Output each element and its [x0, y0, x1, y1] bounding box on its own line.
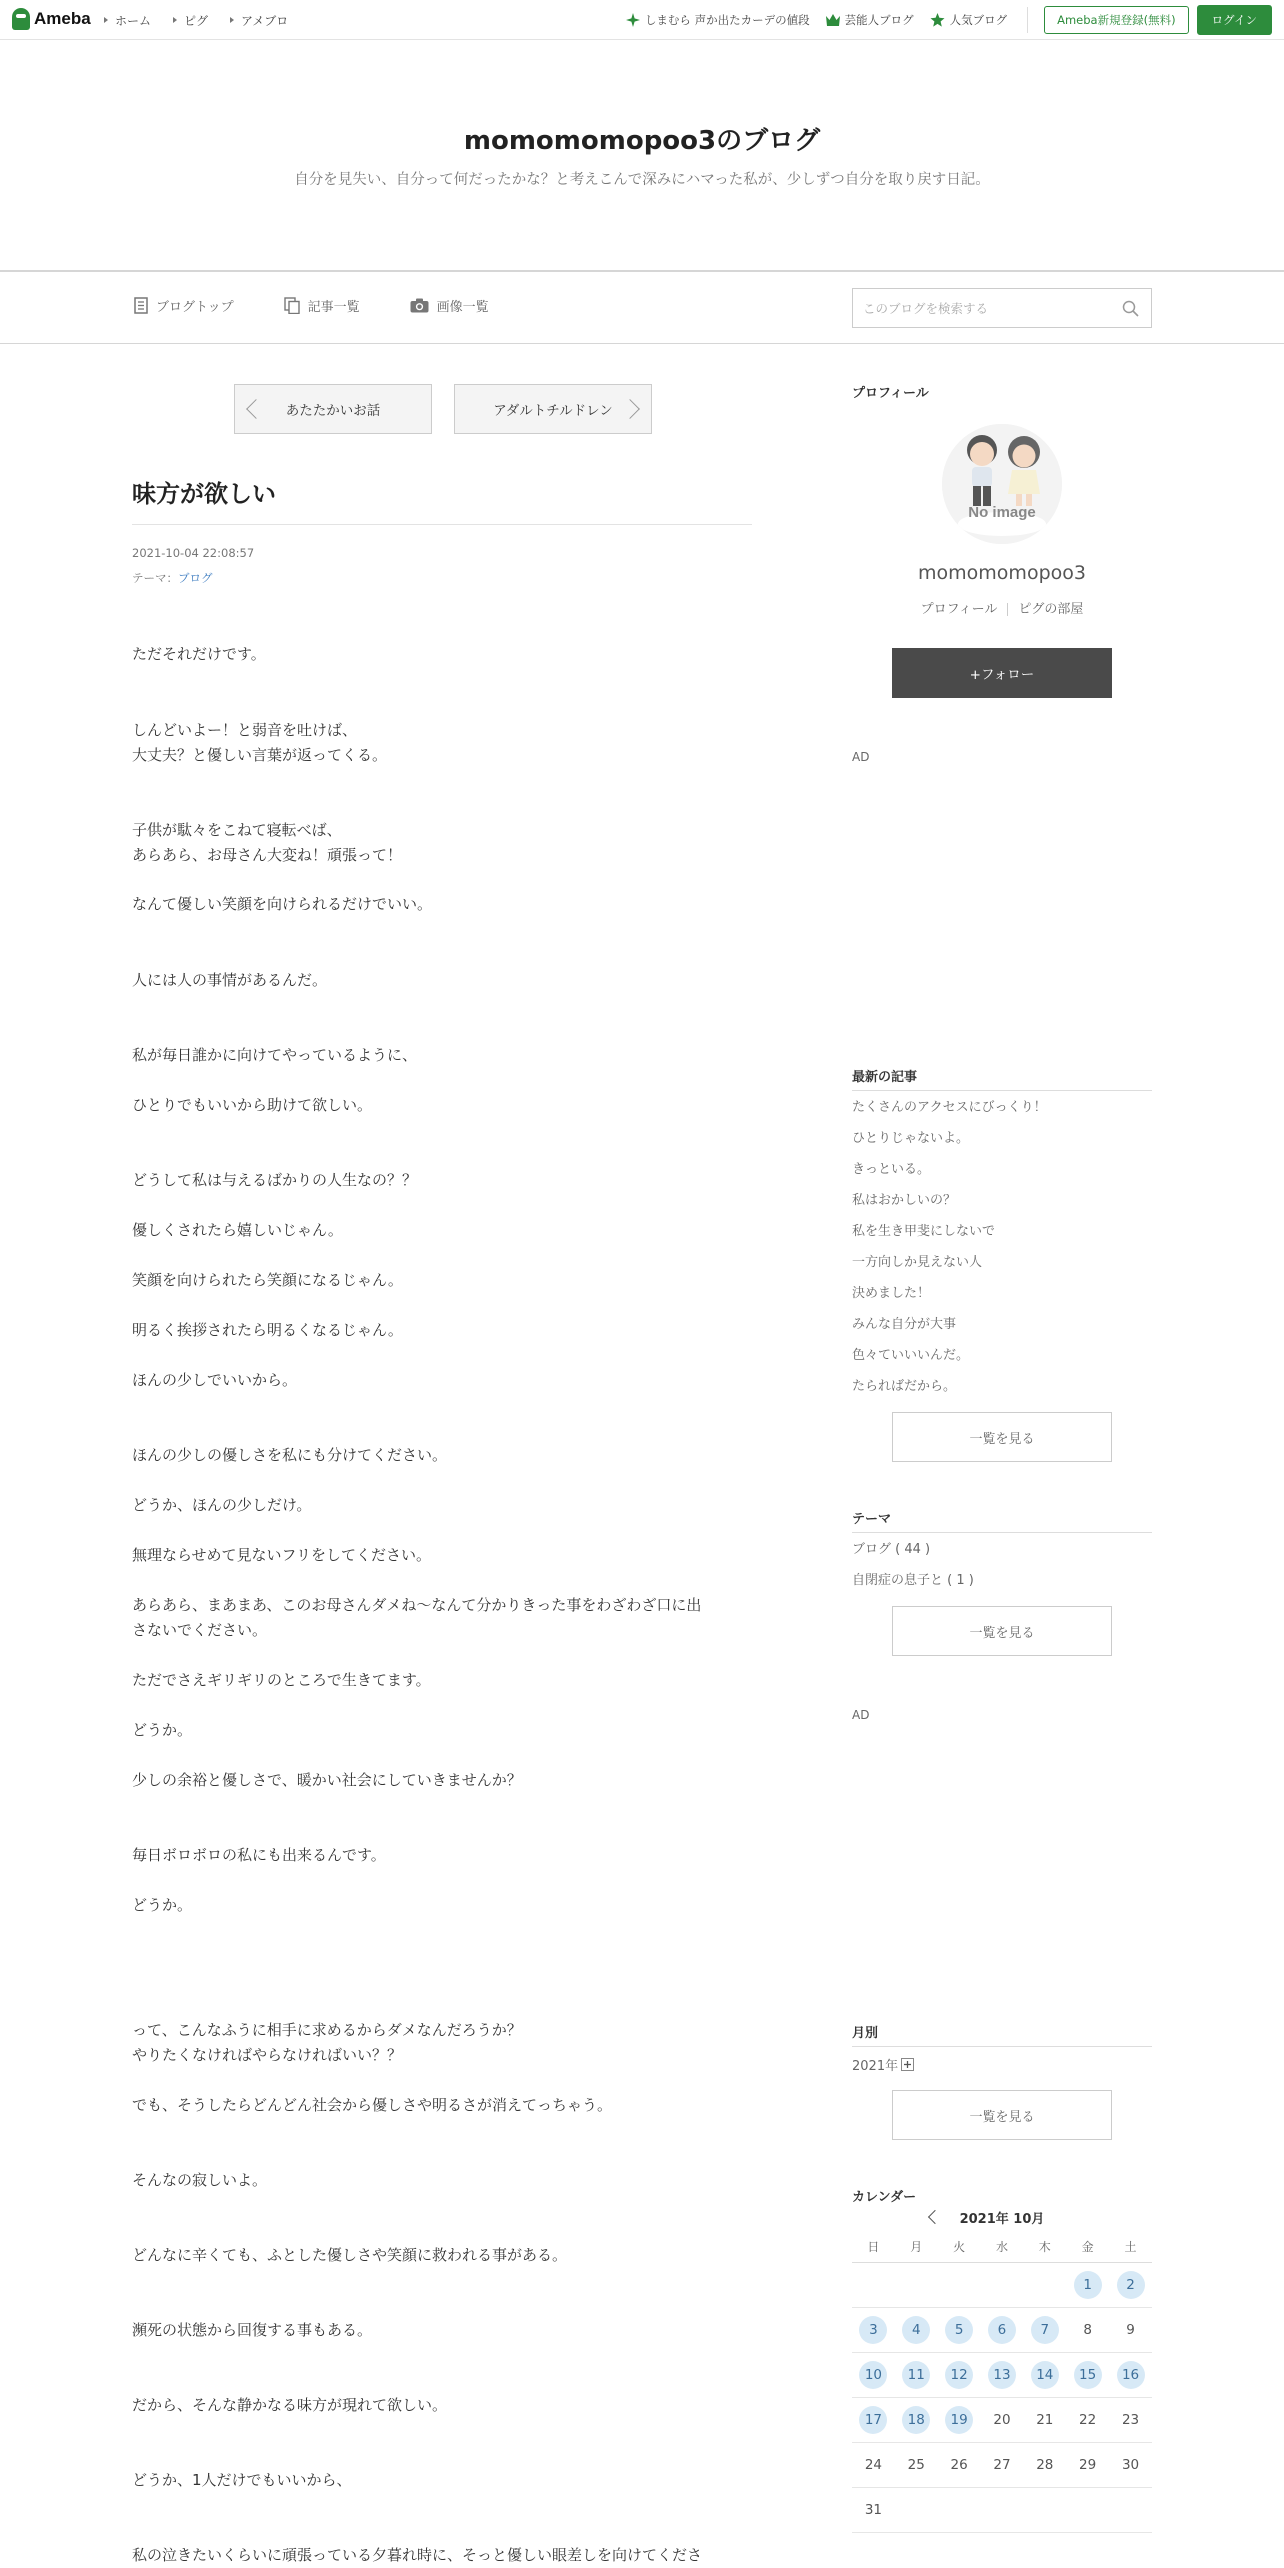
recent-item[interactable]: 私はおかしいの？	[852, 1193, 957, 1208]
calendar-day-with-post[interactable]: 15	[1074, 2361, 1102, 2389]
register-button[interactable]: Ameba新規登録(無料)	[1044, 6, 1188, 34]
no-image-label: No image	[968, 504, 1036, 521]
calendar-cell	[1066, 2307, 1109, 2352]
calendar-grid	[852, 2232, 1152, 2533]
calendar-cell	[981, 2442, 1024, 2487]
entry-text-line: そんなの寂しいよ。	[132, 2171, 268, 2189]
nav-ameblo[interactable]	[230, 12, 288, 29]
next-entry-label: アダルトチルドレン	[493, 403, 613, 419]
calendar-cell	[1109, 2262, 1152, 2307]
entry-text-line: ほんの少しでいいから。	[132, 1371, 298, 1389]
profile-heading: プロフィール	[852, 386, 929, 401]
calendar-cell	[895, 2262, 938, 2307]
calendar-day: 9	[1126, 2321, 1135, 2338]
calendar-week	[852, 2442, 1152, 2487]
entry-text-line: 少しの余裕と優しさで、暖かい社会にしていきませんか？	[132, 1771, 522, 1789]
promo-popular-label: 人気ブログ	[949, 13, 1008, 27]
calendar-day: 20	[993, 2411, 1011, 2428]
entry-text-line: ほんの少しの優しさを私にも分けてください。	[132, 1446, 448, 1464]
promo-shimamura-label: しまむら 声か出たカーデの値段	[644, 13, 810, 27]
theme-list	[852, 1534, 1152, 1596]
weekday-label: 金	[1066, 2232, 1109, 2262]
calendar-cell	[938, 2352, 981, 2397]
calendar-cell	[1023, 2307, 1066, 2352]
calendar-cell	[852, 2307, 895, 2352]
monthly-item[interactable]	[852, 2055, 914, 2074]
calendar-day: 29	[1079, 2456, 1097, 2473]
profile-name[interactable]: momomomopoo3	[918, 562, 1086, 584]
sparkle-icon	[626, 13, 640, 27]
pigg-room-link[interactable]: ピグの部屋	[1018, 602, 1084, 617]
caret-right-icon	[104, 17, 108, 23]
calendar-cell	[895, 2442, 938, 2487]
calendar-day: 28	[1036, 2456, 1054, 2473]
calendar-day: 27	[993, 2456, 1011, 2473]
crown-icon	[826, 14, 840, 26]
calendar-heading: カレンダー	[852, 2190, 917, 2205]
recent-item[interactable]: 決めました！	[852, 1286, 931, 1301]
calendar-cell	[938, 2262, 981, 2307]
chevron-left-icon	[246, 399, 266, 419]
weekday-label: 月	[895, 2232, 938, 2262]
theme-heading: テーマ	[852, 1512, 892, 1527]
entry-text-line: でも、そうしたらどんどん社会から優しさや明るさが消えてっちゃう。	[132, 2096, 613, 2114]
entry-text-line: どうか。	[132, 1721, 193, 1739]
entry-text-line: どんなに辛くても、ふとした優しさや笑顔に救われる事がある。	[132, 2246, 568, 2264]
entry-text-line: 優しくされたら嬉しいじゃん。	[132, 1221, 343, 1239]
calendar-cell	[1023, 2352, 1066, 2397]
search-icon[interactable]	[1122, 300, 1139, 317]
document-icon	[134, 297, 148, 314]
recent-item[interactable]: たらればだから。	[852, 1379, 957, 1394]
entry-theme-link[interactable]: ブログ	[178, 571, 213, 585]
ameba-logo-text: Ameba	[34, 9, 91, 28]
blog-header	[0, 40, 1284, 270]
entry-date: 2021-10-04 22:08:57	[132, 546, 255, 560]
entry-text-line: 毎日ボロボロの私にも出来るんです。	[132, 1846, 386, 1864]
monthly-year-label: 2021年	[852, 2059, 899, 2074]
global-right	[610, 0, 1272, 40]
calendar-day: 24	[864, 2456, 883, 2473]
theme-item[interactable]: ブログ ( 44 )	[852, 1542, 931, 1557]
entry-text-line: ただでさえギリギリのところで生きてます。	[132, 1671, 431, 1689]
nav-home-label: ホーム	[115, 13, 152, 28]
entry-text-line: なんて優しい笑顔を向けられるだけでいい。	[132, 895, 433, 913]
calendar-cell	[938, 2442, 981, 2487]
entry-pager	[234, 384, 652, 434]
calendar-day-with-post[interactable]: 1	[1074, 2271, 1102, 2299]
blog-nav-top[interactable]	[134, 296, 234, 315]
link-divider	[1007, 603, 1008, 616]
calendar-cell	[981, 2352, 1024, 2397]
nav-pigg[interactable]	[173, 12, 208, 29]
camera-icon	[410, 298, 429, 313]
monthly-more-button[interactable]: 一覧を見る	[892, 2090, 1112, 2140]
login-button[interactable]: ログイン	[1197, 5, 1272, 35]
calendar-day-with-post[interactable]: 13	[988, 2361, 1016, 2389]
global-nav	[104, 0, 288, 40]
calendar-day: 23	[1121, 2411, 1140, 2428]
no-image-avatar-icon	[942, 424, 1062, 544]
entry-text-line: だから、そんな静かなる味方が現れて欲しい。	[132, 2396, 448, 2414]
section-divider	[852, 1532, 1152, 1533]
calendar-cell	[938, 2397, 981, 2442]
entry-text-line: どうか、ほんの少しだけ。	[132, 1496, 312, 1514]
calendar-week	[852, 2307, 1152, 2352]
recent-item[interactable]: ひとりじゃないよ。	[852, 1131, 970, 1146]
ameba-logo-icon	[12, 8, 30, 30]
entry-text-line: さないでください。	[132, 1621, 268, 1639]
profile-link[interactable]: プロフィール	[920, 602, 998, 617]
calendar-cell	[852, 2442, 895, 2487]
calendar-day-with-post[interactable]: 18	[902, 2406, 930, 2434]
recent-item[interactable]: きっといる。	[852, 1162, 931, 1177]
ameba-logo[interactable]	[12, 8, 91, 30]
blog-search-box	[852, 288, 1152, 328]
blog-description: 自分を見失い、自分って何だったかな？と考えこんで深みにハマった私が、少しずつ自分を取り戻す日記。	[294, 172, 990, 188]
recent-heading: 最新の記事	[852, 1070, 918, 1085]
entry-text-line: どうして私は与えるばかりの人生なの？？	[132, 1171, 418, 1189]
profile-links	[852, 598, 1152, 617]
calendar-day: 30	[1121, 2456, 1140, 2473]
recent-item[interactable]: たくさんのアクセスにびっくり！	[852, 1100, 1047, 1115]
caret-right-icon	[230, 17, 234, 23]
calendar-cell	[1066, 2352, 1109, 2397]
chevron-right-icon	[620, 399, 640, 419]
entry-text-line: 私が毎日誰かに向けてやっているように、	[132, 1046, 418, 1064]
calendar-day: 22	[1079, 2411, 1097, 2428]
monthly-heading: 月別	[852, 2026, 879, 2041]
calendar-cell	[1023, 2442, 1066, 2487]
caret-right-icon	[173, 17, 177, 23]
calendar-cell	[895, 2397, 938, 2442]
calendar-day-with-post[interactable]: 10	[859, 2361, 887, 2389]
calendar-cell	[1109, 2487, 1152, 2532]
star-icon	[930, 13, 945, 27]
global-header	[0, 0, 1284, 40]
calendar-cell	[938, 2487, 981, 2532]
weekday-label: 水	[981, 2232, 1024, 2262]
header-divider	[1027, 7, 1028, 33]
calendar-cell	[981, 2487, 1024, 2532]
entry-title-divider	[132, 524, 752, 525]
calendar-cell	[981, 2262, 1024, 2307]
theme-more-button[interactable]: 一覧を見る	[892, 1606, 1112, 1656]
calendar-cell	[1109, 2397, 1152, 2442]
recent-item[interactable]: 私を生き甲斐にしないで	[852, 1224, 996, 1239]
blog-nav-images[interactable]	[410, 296, 489, 315]
nav-pigg-label: ピグ	[184, 13, 209, 28]
weekday-label: 火	[938, 2232, 981, 2262]
blog-nav-images-label: 画像一覧	[436, 300, 489, 315]
entry-text-line: ただそれだけです。	[132, 645, 266, 663]
calendar-day: 25	[907, 2456, 925, 2473]
calendar-week	[852, 2352, 1152, 2397]
recent-item[interactable]: 色々ていいいんだ。	[852, 1348, 970, 1363]
recent-item[interactable]: みんな自分が大事	[852, 1317, 957, 1332]
calendar-cell	[1023, 2487, 1066, 2532]
calendar-cell	[1109, 2442, 1152, 2487]
calendar-day: 21	[1036, 2411, 1054, 2428]
calendar-cell	[1109, 2307, 1152, 2352]
nav-home[interactable]	[104, 12, 151, 29]
entry-text-line: 無理ならせめて見ないフリをしてください。	[132, 1546, 431, 1564]
recent-list	[852, 1092, 1152, 1402]
expand-plus-icon[interactable]	[901, 2058, 914, 2071]
calendar-day-with-post[interactable]: 7	[1031, 2316, 1059, 2344]
section-divider	[852, 2046, 1152, 2047]
calendar-day-with-post[interactable]: 2	[1117, 2271, 1145, 2299]
next-entry-button[interactable]	[454, 384, 652, 434]
entry-text-line: 私の泣きたいくらいに頑張っている夕暮れ時に、そっと優しい眼差しを向けてくださ	[132, 2546, 703, 2564]
theme-item[interactable]: 自閉症の息子と ( 1 )	[852, 1573, 974, 1588]
recent-more-button[interactable]: 一覧を見る	[892, 1412, 1112, 1462]
calendar-day-with-post[interactable]: 11	[902, 2361, 930, 2389]
entry-text-line: って、こんなふうに相手に求めるからダメなんだろうか？	[132, 2021, 522, 2039]
calendar-cell	[1109, 2352, 1152, 2397]
entry-text-line: 人には人の事情があるんだ。	[132, 971, 328, 989]
calendar-cell	[895, 2487, 938, 2532]
calendar-day-with-post[interactable]: 14	[1031, 2361, 1059, 2389]
promo-celebrity-label: 芸能人ブログ	[844, 13, 914, 27]
calendar-day-with-post[interactable]: 17	[859, 2406, 887, 2434]
weekday-label: 木	[1023, 2232, 1066, 2262]
section-divider	[852, 1090, 1152, 1091]
calendar-cell	[895, 2352, 938, 2397]
calendar-day: 31	[864, 2501, 883, 2518]
blog-nav-entries[interactable]	[284, 296, 360, 315]
blog-nav-entries-label: 記事一覧	[307, 300, 360, 315]
entry-text-line: 大丈夫？と優しい言葉が返ってくる。	[132, 746, 388, 764]
prev-entry-label: あたたかいお話	[285, 403, 381, 419]
calendar-day: 26	[950, 2456, 968, 2473]
calendar-cell	[981, 2397, 1024, 2442]
blog-nav-top-label: ブログトップ	[156, 300, 234, 315]
calendar-day-with-post[interactable]: 6	[988, 2316, 1016, 2344]
weekday-label: 土	[1109, 2232, 1152, 2262]
promo-link-celebrity[interactable]	[826, 12, 914, 28]
promo-link-shimamura[interactable]	[626, 12, 810, 28]
entry-text-line: あらあら、まあまあ、このお母さんダメね〜なんて分かりきった事をわざわざ口に出	[132, 1596, 702, 1614]
entry-text-line: ひとりでもいいから助けて欲しい。	[132, 1096, 373, 1114]
nav-ameblo-label: アメブロ	[241, 13, 289, 28]
calendar-day-with-post[interactable]: 19	[945, 2406, 973, 2434]
calendar-day-with-post[interactable]: 5	[945, 2316, 973, 2344]
calendar-cell	[1066, 2262, 1109, 2307]
blog-nav	[0, 270, 1284, 344]
calendar-cell	[1066, 2397, 1109, 2442]
entry-text-line: どうか。	[132, 1896, 193, 1914]
blog-search-input[interactable]	[853, 289, 1103, 327]
calendar-cell	[1066, 2487, 1109, 2532]
entry-text-line: やりたくなければやらなければいい？？	[132, 2046, 403, 2064]
ad-label: AD	[852, 1708, 870, 1722]
calendar-week	[852, 2487, 1152, 2532]
calendar-cell	[852, 2262, 895, 2307]
calendar-cell	[981, 2307, 1024, 2352]
calendar-day-with-post[interactable]: 16	[1117, 2361, 1145, 2389]
calendar-cell	[895, 2307, 938, 2352]
entry-text-line: 瀕死の状態から回復する事もある。	[132, 2321, 373, 2339]
calendar-cell	[852, 2397, 895, 2442]
calendar-days	[852, 2262, 1152, 2532]
entry-text-line: 明るく挨拶されたら明るくなるじゃん。	[132, 1321, 403, 1339]
ad-label: AD	[852, 750, 870, 764]
calendar-week	[852, 2397, 1152, 2442]
entry-text-line: 笑顔を向けられたら笑顔になるじゃん。	[132, 1271, 403, 1289]
calendar-cell	[1023, 2397, 1066, 2442]
entry-text-line: 子供が駄々をこねて寝転べば、	[132, 821, 342, 839]
blog-title[interactable]: momomomopoo3のブログ	[463, 126, 821, 156]
prev-entry-button[interactable]	[234, 384, 432, 434]
copy-icon	[284, 297, 300, 314]
calendar-cell	[1023, 2262, 1066, 2307]
calendar-day-with-post[interactable]: 3	[859, 2316, 887, 2344]
calendar-cell	[1066, 2442, 1109, 2487]
entry-text-line: あらあら、お母さん大変ね！頑張って！	[132, 846, 403, 864]
calendar-week	[852, 2262, 1152, 2307]
calendar-cell	[852, 2487, 895, 2532]
calendar-day-with-post[interactable]: 4	[902, 2316, 930, 2344]
promo-link-popular[interactable]	[930, 12, 1008, 28]
calendar-cell	[852, 2352, 895, 2397]
calendar-day: 8	[1083, 2321, 1092, 2338]
entry-theme-label: テーマ：	[132, 571, 178, 585]
calendar-month: 2021年 10月	[959, 2212, 1045, 2227]
entry-text-line: どうか、1人だけでもいいから、	[132, 2471, 352, 2489]
calendar-cell	[938, 2307, 981, 2352]
entry-theme	[132, 570, 213, 586]
follow-button[interactable]: +フォロー	[892, 648, 1112, 698]
recent-item[interactable]: 一方向しか見えない人	[852, 1255, 983, 1270]
weekday-label: 日	[852, 2232, 895, 2262]
calendar-day-with-post[interactable]: 12	[945, 2361, 973, 2389]
avatar[interactable]	[942, 424, 1062, 544]
entry-title[interactable]: 味方が欲しい	[132, 480, 276, 508]
entry-text-line: しんどいよー！と弱音を吐けば、	[132, 721, 358, 739]
